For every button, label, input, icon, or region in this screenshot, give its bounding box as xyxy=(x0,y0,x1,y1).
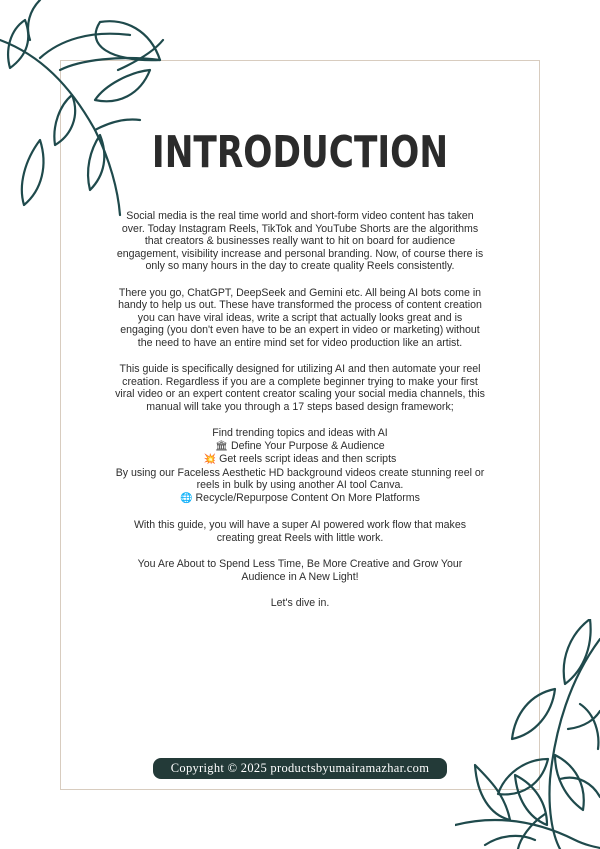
building-icon: 🏛 xyxy=(215,440,228,452)
paragraph-intro: Social media is the real time world and short-form video content has taken over. Today Instagram Reels, TikTok and YouTube Shorts are the algorithms that creators & businesses really want to hit on board for audience engagement, visibility increase and personal branding. Now, of course there is only so many hours in the day to create quality Reels consistently. xyxy=(116,210,484,272)
collision-icon: 💥 xyxy=(203,454,217,465)
copyright-badge: Copyright © 2025 productsbyumairamazhar.com xyxy=(153,758,447,779)
list-item: 🏛 Define Your Purpose & Audience xyxy=(215,439,385,452)
paragraph-motivation: You Are About to Spend Less Time, Be More Creative and Grow Your Audience in A New Light! xyxy=(137,558,463,583)
globe-icon: 🌐 xyxy=(180,492,193,504)
list-item: 🌐 Recycle/Repurpose Content On More Platforms xyxy=(180,491,420,504)
body-text xyxy=(115,210,485,624)
paragraph-ai-tools: There you go, ChatGPT, DeepSeek and Gemini etc. All being AI bots come in handy to help us out. These have transformed the process of content creation you can have viral ideas, write a script that actually looks great and is engaging (you don't even have to be an expert in video or marketing) without the need to have an entire mind set for video production like an artist. xyxy=(118,286,482,349)
leaf-branch-bottom-icon xyxy=(455,735,600,849)
steps-list xyxy=(115,427,485,505)
list-item: By using our Faceless Aesthetic HD background videos create stunning reel or reels in bulk by using another AI tool Canva. xyxy=(115,466,485,491)
paragraph-dive-in: Let's dive in. xyxy=(270,597,330,609)
paragraph-workflow: With this guide, you will have a super AI powered work flow that makes creating great Reels with little work. xyxy=(133,519,467,544)
leaf-branch-top-left-icon xyxy=(0,0,175,245)
page-title: INTRODUCTION xyxy=(151,127,449,178)
list-item: 💥 Get reels script ideas and then scripts xyxy=(203,453,397,465)
paragraph-guide: This guide is specifically designed for utilizing AI and then automate your reel creation. Regardless if you are a complete beginner trying to make your first viral video or an expert content creator scaling your social media channels, this manual will take you through a 17 steps based design framework; xyxy=(115,363,485,413)
list-item: Find trending topics and ideas with AI xyxy=(212,427,388,439)
